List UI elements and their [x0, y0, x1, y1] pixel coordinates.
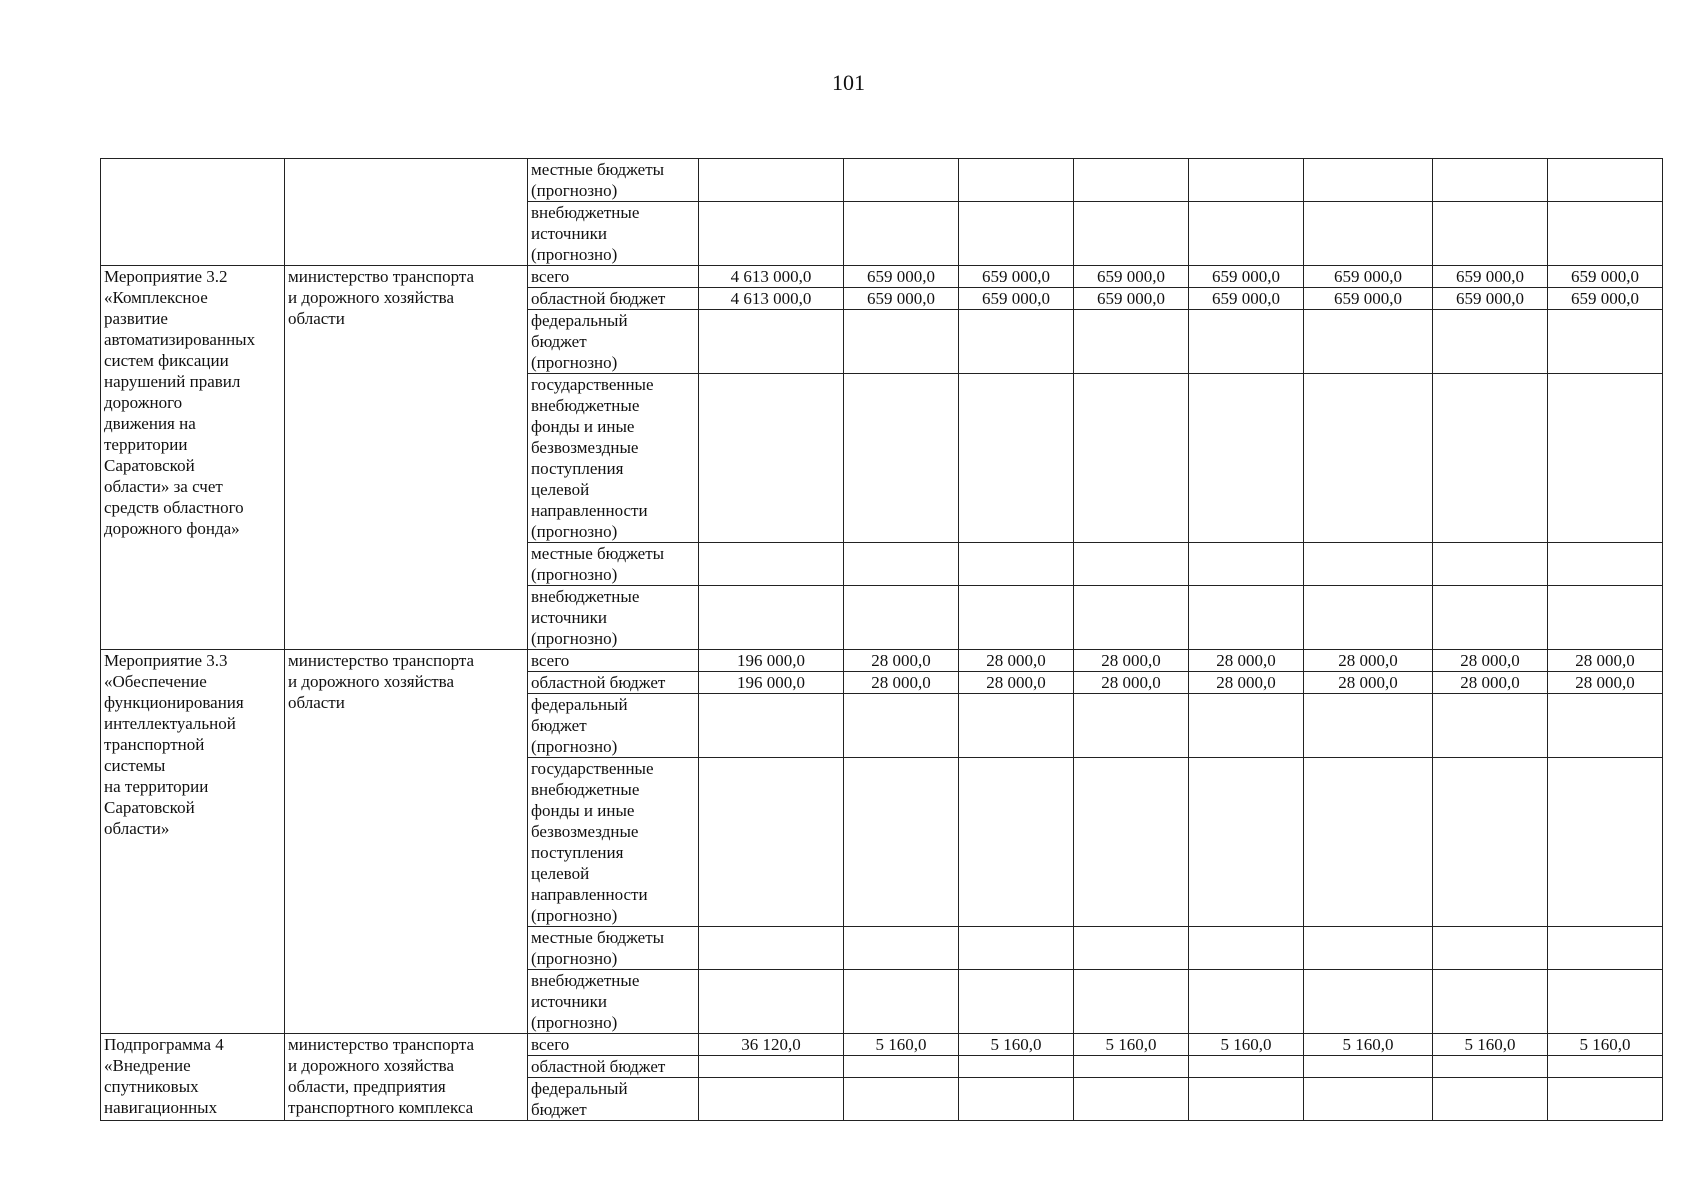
amount-cell	[1189, 586, 1304, 650]
amount-cell	[1433, 374, 1548, 543]
funding-source-cell: местные бюджеты (прогнозно)	[528, 543, 699, 586]
amount-cell: 196 000,0	[699, 650, 844, 672]
amount-cell	[1433, 694, 1548, 758]
amount-cell	[1548, 310, 1663, 374]
amount-cell	[959, 310, 1074, 374]
amount-cell: 28 000,0	[1189, 672, 1304, 694]
amount-cell: 659 000,0	[1304, 288, 1433, 310]
amount-cell	[1304, 1056, 1433, 1078]
amount-cell: 659 000,0	[844, 288, 959, 310]
amount-cell: 28 000,0	[1304, 672, 1433, 694]
amount-cell	[1189, 758, 1304, 927]
amount-cell: 659 000,0	[1548, 266, 1663, 288]
funding-source-cell: внебюджетные источники (прогнозно)	[528, 970, 699, 1034]
amount-cell	[1189, 543, 1304, 586]
amount-cell	[959, 586, 1074, 650]
amount-cell	[844, 159, 959, 202]
funding-source-cell: областной бюджет	[528, 672, 699, 694]
amount-cell	[959, 543, 1074, 586]
amount-cell	[1433, 586, 1548, 650]
executor-cell: министерство транспорта и дорожного хозяйства области	[285, 266, 528, 650]
amount-cell	[844, 694, 959, 758]
amount-cell	[1548, 159, 1663, 202]
amount-cell	[1433, 159, 1548, 202]
amount-cell	[1304, 310, 1433, 374]
amount-cell	[1548, 1078, 1663, 1121]
amount-cell	[844, 374, 959, 543]
amount-cell: 659 000,0	[959, 266, 1074, 288]
amount-cell	[959, 1078, 1074, 1121]
amount-cell	[1304, 694, 1433, 758]
amount-cell	[959, 374, 1074, 543]
amount-cell	[699, 543, 844, 586]
amount-cell: 28 000,0	[959, 650, 1074, 672]
amount-cell	[844, 202, 959, 266]
table-row	[101, 159, 1663, 202]
amount-cell	[1074, 586, 1189, 650]
amount-cell	[1189, 970, 1304, 1034]
amount-cell	[1304, 202, 1433, 266]
amount-cell	[1548, 1056, 1663, 1078]
amount-cell	[1433, 202, 1548, 266]
amount-cell	[1433, 310, 1548, 374]
amount-cell	[1074, 543, 1189, 586]
amount-cell: 659 000,0	[959, 288, 1074, 310]
amount-cell	[1304, 927, 1433, 970]
amount-cell	[699, 586, 844, 650]
amount-cell: 28 000,0	[959, 672, 1074, 694]
amount-cell	[1548, 543, 1663, 586]
amount-cell	[959, 927, 1074, 970]
amount-cell: 659 000,0	[1189, 288, 1304, 310]
amount-cell: 28 000,0	[1433, 672, 1548, 694]
amount-cell	[1304, 1078, 1433, 1121]
amount-cell	[1189, 310, 1304, 374]
amount-cell: 5 160,0	[959, 1034, 1074, 1056]
amount-cell	[699, 970, 844, 1034]
amount-cell	[1548, 202, 1663, 266]
amount-cell	[699, 1078, 844, 1121]
amount-cell: 196 000,0	[699, 672, 844, 694]
amount-cell	[1433, 543, 1548, 586]
amount-cell	[1189, 159, 1304, 202]
funding-source-cell: всего	[528, 266, 699, 288]
amount-cell	[1189, 202, 1304, 266]
amount-cell: 28 000,0	[844, 650, 959, 672]
amount-cell	[1548, 970, 1663, 1034]
funding-source-cell: областной бюджет	[528, 1056, 699, 1078]
amount-cell: 28 000,0	[1074, 650, 1189, 672]
funding-source-cell: федеральный бюджет (прогнозно)	[528, 310, 699, 374]
amount-cell	[1189, 1056, 1304, 1078]
amount-cell	[1304, 374, 1433, 543]
amount-cell	[844, 310, 959, 374]
amount-cell	[1433, 970, 1548, 1034]
amount-cell: 36 120,0	[699, 1034, 844, 1056]
amount-cell	[699, 1056, 844, 1078]
amount-cell	[699, 694, 844, 758]
amount-cell	[844, 1078, 959, 1121]
amount-cell	[1304, 758, 1433, 927]
amount-cell: 659 000,0	[1433, 288, 1548, 310]
funding-source-cell: внебюджетные источники (прогнозно)	[528, 586, 699, 650]
table-row	[101, 1034, 1663, 1056]
amount-cell	[699, 927, 844, 970]
amount-cell	[1074, 159, 1189, 202]
amount-cell: 28 000,0	[1548, 650, 1663, 672]
amount-cell	[1548, 694, 1663, 758]
amount-cell: 5 160,0	[844, 1034, 959, 1056]
amount-cell	[844, 927, 959, 970]
amount-cell: 659 000,0	[1074, 266, 1189, 288]
amount-cell	[959, 1056, 1074, 1078]
amount-cell	[844, 970, 959, 1034]
amount-cell	[959, 694, 1074, 758]
amount-cell	[1433, 1056, 1548, 1078]
amount-cell: 28 000,0	[1074, 672, 1189, 694]
amount-cell: 28 000,0	[1304, 650, 1433, 672]
amount-cell	[1074, 1056, 1189, 1078]
amount-cell: 659 000,0	[1548, 288, 1663, 310]
funding-source-cell: всего	[528, 650, 699, 672]
amount-cell: 28 000,0	[1189, 650, 1304, 672]
amount-cell: 5 160,0	[1433, 1034, 1548, 1056]
funding-source-cell: государственные внебюджетные фонды и иные безвозмездные поступления целевой направленности (прогнозно)	[528, 374, 699, 543]
amount-cell	[699, 310, 844, 374]
program-name-cell: Мероприятие 3.2 «Комплексное развитие автоматизированных систем фиксации нарушений правил дорожного движения на территории Саратовской области» за счет средств областного дорожного фонда»	[101, 266, 285, 650]
amount-cell	[699, 374, 844, 543]
amount-cell: 659 000,0	[1304, 266, 1433, 288]
amount-cell: 5 160,0	[1304, 1034, 1433, 1056]
funding-source-cell: всего	[528, 1034, 699, 1056]
amount-cell: 5 160,0	[1548, 1034, 1663, 1056]
amount-cell	[1548, 758, 1663, 927]
amount-cell	[1189, 927, 1304, 970]
amount-cell: 5 160,0	[1189, 1034, 1304, 1056]
amount-cell	[1304, 586, 1433, 650]
page-number: 101	[832, 70, 865, 95]
executor-cell: министерство транспорта и дорожного хозяйства области	[285, 650, 528, 1034]
amount-cell	[1074, 310, 1189, 374]
amount-cell: 4 613 000,0	[699, 288, 844, 310]
amount-cell	[844, 1056, 959, 1078]
amount-cell: 28 000,0	[1433, 650, 1548, 672]
amount-cell: 659 000,0	[844, 266, 959, 288]
funding-source-cell: местные бюджеты (прогнозно)	[528, 159, 699, 202]
amount-cell: 659 000,0	[1433, 266, 1548, 288]
amount-cell	[1189, 694, 1304, 758]
amount-cell	[1189, 374, 1304, 543]
amount-cell	[699, 159, 844, 202]
amount-cell	[1548, 374, 1663, 543]
amount-cell	[699, 202, 844, 266]
amount-cell	[1074, 202, 1189, 266]
amount-cell	[1074, 927, 1189, 970]
funding-source-cell: государственные внебюджетные фонды и иные безвозмездные поступления целевой направленности (прогнозно)	[528, 758, 699, 927]
funding-source-cell: областной бюджет	[528, 288, 699, 310]
amount-cell: 28 000,0	[1548, 672, 1663, 694]
amount-cell	[959, 202, 1074, 266]
amount-cell	[1189, 1078, 1304, 1121]
executor-cell	[285, 159, 528, 266]
amount-cell	[959, 970, 1074, 1034]
amount-cell	[844, 586, 959, 650]
amount-cell	[844, 543, 959, 586]
amount-cell	[1074, 970, 1189, 1034]
funding-source-cell: федеральный бюджет	[528, 1078, 699, 1121]
funding-source-cell: местные бюджеты (прогнозно)	[528, 927, 699, 970]
budget-table	[100, 158, 1663, 1121]
program-name-cell: Подпрограмма 4 «Внедрение спутниковых навигационных	[101, 1034, 285, 1121]
amount-cell: 28 000,0	[844, 672, 959, 694]
amount-cell	[1074, 374, 1189, 543]
amount-cell	[1548, 586, 1663, 650]
amount-cell	[959, 758, 1074, 927]
table-row	[101, 266, 1663, 288]
amount-cell	[699, 758, 844, 927]
program-name-cell: Мероприятие 3.3 «Обеспечение функционирования интеллектуальной транспортной системы на территории Саратовской области»	[101, 650, 285, 1034]
funding-source-cell: федеральный бюджет (прогнозно)	[528, 694, 699, 758]
amount-cell	[1433, 1078, 1548, 1121]
amount-cell	[1433, 927, 1548, 970]
amount-cell: 659 000,0	[1074, 288, 1189, 310]
amount-cell	[1074, 694, 1189, 758]
amount-cell	[1433, 758, 1548, 927]
amount-cell	[1548, 927, 1663, 970]
program-name-cell	[101, 159, 285, 266]
table-row	[101, 650, 1663, 672]
amount-cell: 659 000,0	[1189, 266, 1304, 288]
amount-cell	[844, 758, 959, 927]
amount-cell: 5 160,0	[1074, 1034, 1189, 1056]
executor-cell: министерство транспорта и дорожного хозяйства области, предприятия транспортного комплекса	[285, 1034, 528, 1121]
amount-cell	[1304, 543, 1433, 586]
funding-source-cell: внебюджетные источники (прогнозно)	[528, 202, 699, 266]
amount-cell	[1074, 1078, 1189, 1121]
amount-cell	[1304, 970, 1433, 1034]
amount-cell	[1074, 758, 1189, 927]
amount-cell	[959, 159, 1074, 202]
amount-cell	[1304, 159, 1433, 202]
amount-cell: 4 613 000,0	[699, 266, 844, 288]
